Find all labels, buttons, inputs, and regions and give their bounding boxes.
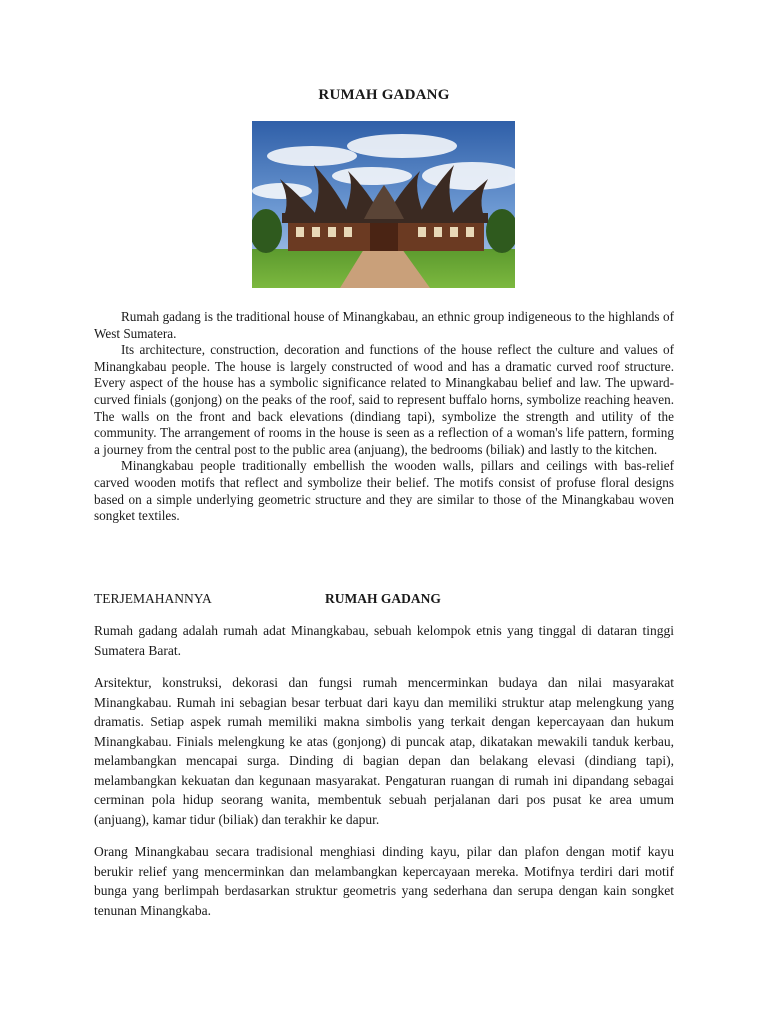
rumah-gadang-photo <box>252 121 515 288</box>
english-paragraph: Minangkabau people traditionally embellish the wooden walls, pillars and ceilings with bas-relief carved wooden motifs that reflect and symbolize their belief. The motifs consist of profuse floral designs based on a simple underlying geometric structure and they are similar to those of the Minangkabau woven songket textiles. <box>94 458 674 524</box>
english-paragraph: Rumah gadang is the traditional house of Minangkabau, an ethnic group indigeneous to the highlands of West Sumatera. <box>94 309 674 341</box>
indonesian-text <box>94 621 674 933</box>
indonesian-paragraph: Rumah gadang adalah rumah adat Minangkabau, sebuah kelompok etnis yang tinggal di dataran tinggi Sumatera Barat. <box>94 623 674 658</box>
english-text <box>94 309 674 525</box>
page-title: RUMAH GADANG <box>318 87 450 103</box>
translation-header <box>94 591 674 609</box>
indonesian-paragraph: Orang Minangkabau secara tradisional menghiasi dinding kayu, pilar dan plafon dengan motif kayu berukir relief yang mencerminkan dan melambangkan kepercayaan mereka. Motifnya terdiri dari motif bunga yang berlimpah berdasarkan struktur geometris yang sederhana dan serupa dengan kain songket tenunan Minangkaba. <box>94 844 674 918</box>
translation-label: TERJEMAHANNYA <box>94 591 212 606</box>
translation-title: RUMAH GADANG <box>325 591 441 606</box>
indonesian-paragraph: Arsitektur, konstruksi, dekorasi dan fungsi rumah mencerminkan budaya dan nilai masyarakat Minangkabau. Rumah ini sebagian besar terbuat dari kayu dan memiliki struktur atap melengkung yang dramatis. Setiap aspek rumah memiliki makna simbolis yang terkait dengan kepercayaan dan hukum Minangkabau. Finials melengkung ke atas (gonjong) di puncak atap, dikatakan mewakili tanduk kerbau, melambangkan mencapai surga. Dinding di bagian depan dan belakang elevasi (dindiang tapi), melambangkan kekuatan dan kegunaan masyarakat. Pengaturan ruangan di rumah ini dipandang sebagai cerminan pola hidup seorang wanita, membentuk sebuah perjalanan dari pos pusat ke area umum (anjuang), kamar tidur (biliak) dan terakhir ke dapur. <box>94 675 674 827</box>
english-paragraph: Its architecture, construction, decoration and functions of the house reflect the culture and values of Minangkabau people. The house is largely constructed of wood and has a dramatic curved roof structure. Every aspect of the house has a symbolic significance related to Minangkabau belief and law. The upward-curved finials (gonjong) on the peaks of the roof, said to represent buffalo horns, symbolize reaching heaven. The walls on the front and back elevations (dindiang tapi), symbolize the strength and utility of the community. The arrangement of rooms in the house is seen as a reflection of a woman's life pattern, forming a journey from the central post to the public area (anjuang), the bedrooms (biliak) and lastly to the kitchen. <box>94 342 674 457</box>
